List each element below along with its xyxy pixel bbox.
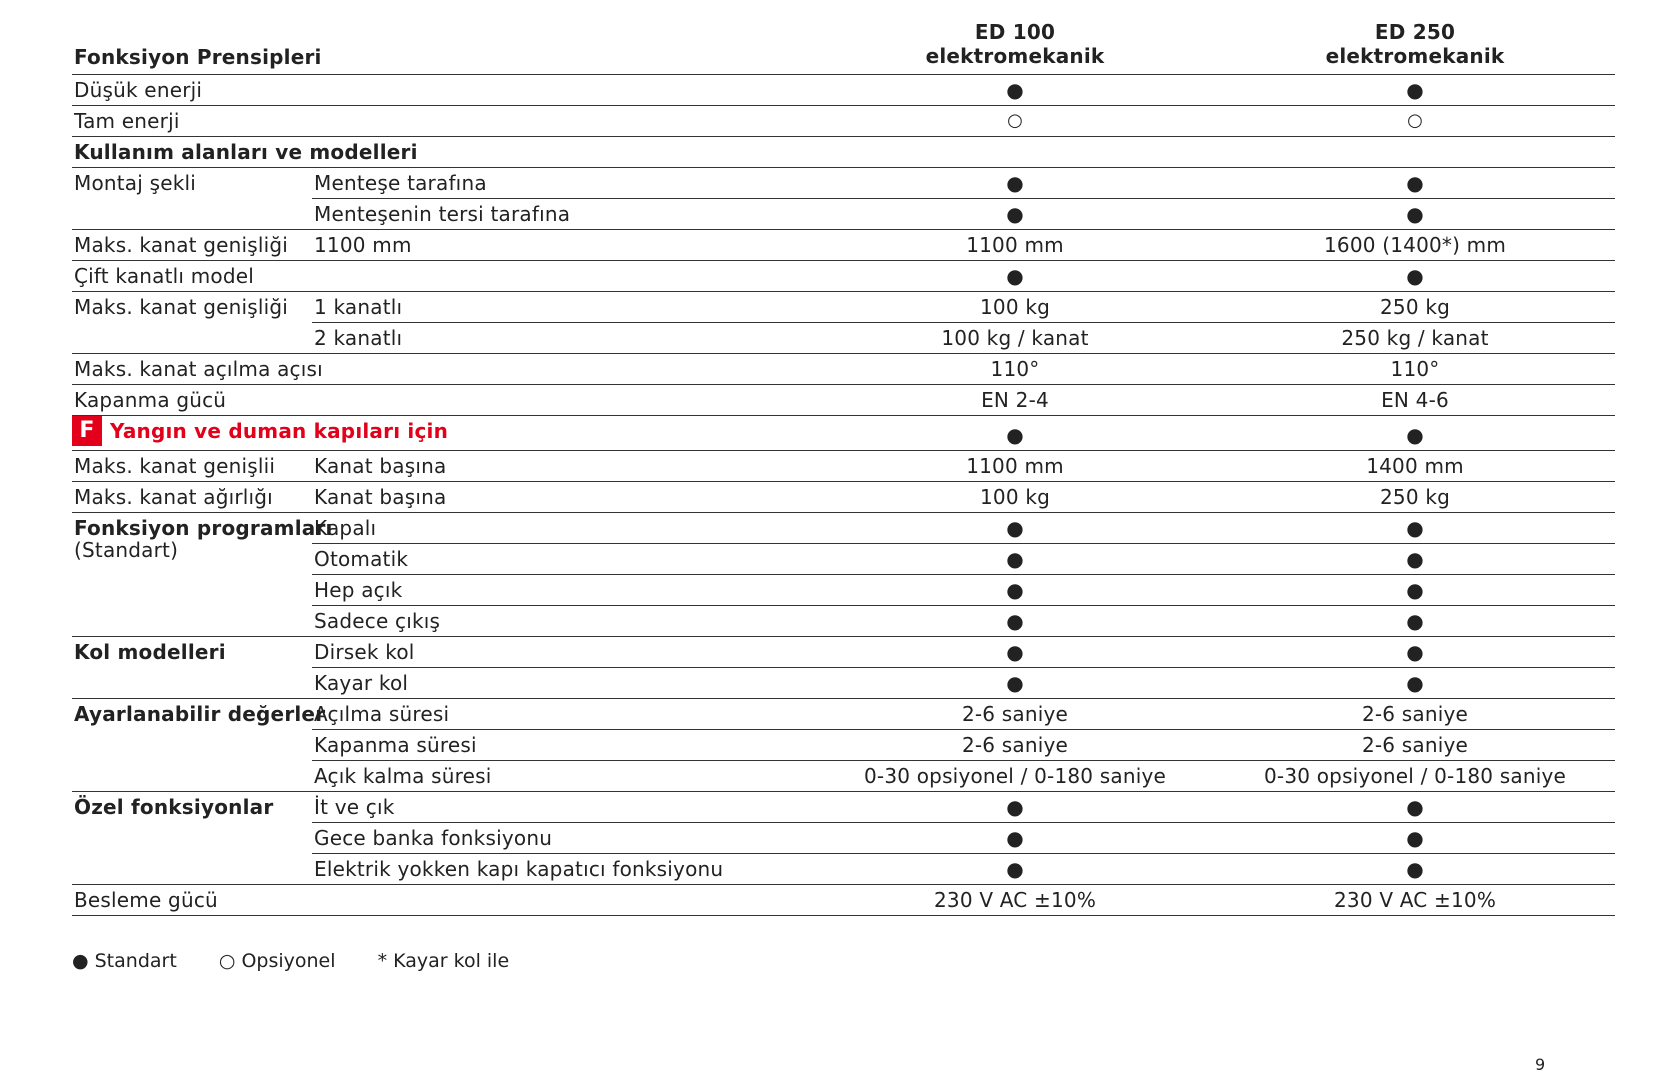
table-row bbox=[72, 105, 1615, 136]
value-ed250: ● bbox=[1215, 167, 1615, 198]
row-label: Tam enerji bbox=[72, 105, 815, 136]
value-ed250: 1600 (1400*) mm bbox=[1215, 229, 1615, 260]
row-label: Maks. kanat genişliği bbox=[72, 229, 312, 260]
value-ed100: 230 V AC ±10% bbox=[815, 884, 1215, 915]
value-ed250: 2-6 saniye bbox=[1215, 729, 1615, 760]
value-ed250: ● bbox=[1215, 260, 1615, 291]
row-sub-label: Kanat başına bbox=[312, 481, 815, 512]
section-heading: Kullanım alanları ve modelleri bbox=[72, 136, 1615, 167]
table-row bbox=[72, 384, 1615, 415]
row-sub-label: Sadece çıkış bbox=[312, 605, 815, 636]
row-sub-label: Kapanma süresi bbox=[312, 729, 815, 760]
value-ed250: ● bbox=[1215, 574, 1615, 605]
value-ed250: 250 kg bbox=[1215, 481, 1615, 512]
table-row bbox=[72, 291, 1615, 322]
value-ed250: ● bbox=[1215, 667, 1615, 698]
row-group-label: Montaj şekli bbox=[72, 167, 312, 229]
column-header-ed250 bbox=[1215, 18, 1615, 74]
row-sub-label: 1100 mm bbox=[312, 229, 815, 260]
table-row bbox=[72, 450, 1615, 481]
table-title: Fonksiyon Prensipleri bbox=[74, 44, 322, 69]
value-ed100: ● bbox=[815, 853, 1215, 884]
row-label: Maks. kanat genişlii bbox=[72, 450, 312, 481]
value-ed250: ● bbox=[1215, 543, 1615, 574]
row-group-label: Ayarlanabilir değerler bbox=[72, 698, 312, 791]
value-ed100: ● bbox=[815, 74, 1215, 105]
row-sub-label: İt ve çık bbox=[312, 791, 815, 822]
row-label: Çift kanatlı model bbox=[72, 260, 815, 291]
legend-standard: ● Standart bbox=[72, 950, 177, 972]
value-ed100: ● bbox=[815, 260, 1215, 291]
row-sub-label: Menteşenin tersi tarafına bbox=[312, 198, 815, 229]
value-ed250: ● bbox=[1215, 415, 1615, 450]
value-ed250: ● bbox=[1215, 791, 1615, 822]
table-row bbox=[72, 167, 1615, 198]
section-row bbox=[72, 136, 1615, 167]
fire-section-row bbox=[72, 415, 1615, 450]
value-ed100: 1100 mm bbox=[815, 450, 1215, 481]
fire-section-label bbox=[72, 415, 815, 450]
value-ed100: 0-30 opsiyonel / 0-180 saniye bbox=[815, 760, 1215, 791]
row-group-label bbox=[72, 512, 333, 636]
row-sub-label: Menteşe tarafına bbox=[312, 167, 815, 198]
value-ed100: 2-6 saniye bbox=[815, 729, 1215, 760]
value-ed100: ● bbox=[815, 543, 1215, 574]
fire-rated-icon: F bbox=[72, 416, 102, 446]
value-ed100: 100 kg / kanat bbox=[815, 322, 1215, 353]
spec-sheet bbox=[72, 18, 1615, 916]
row-label: Kapanma gücü bbox=[72, 384, 815, 415]
row-group-label: Maks. kanat genişliği bbox=[72, 291, 312, 353]
value-ed100: 100 kg bbox=[815, 481, 1215, 512]
row-sub-label: Kanat başına bbox=[312, 450, 815, 481]
value-ed100: ● bbox=[815, 791, 1215, 822]
value-ed100: ● bbox=[815, 415, 1215, 450]
row-sub-label: Açılma süresi bbox=[312, 698, 815, 729]
row-label: Besleme gücü bbox=[72, 884, 815, 915]
row-group-label: Kol modelleri bbox=[72, 636, 312, 698]
value-ed100: ● bbox=[815, 605, 1215, 636]
row-sub-label: Açık kalma süresi bbox=[312, 760, 815, 791]
table-row bbox=[72, 353, 1615, 384]
value-ed250: ● bbox=[1215, 822, 1615, 853]
table-row bbox=[72, 229, 1615, 260]
table-row bbox=[72, 512, 1615, 543]
programs-label: Fonksiyon programları bbox=[74, 515, 333, 540]
value-ed100: ○ bbox=[815, 105, 1215, 136]
value-ed100: 2-6 saniye bbox=[815, 698, 1215, 729]
table-row bbox=[72, 884, 1615, 915]
value-ed250: 0-30 opsiyonel / 0-180 saniye bbox=[1215, 760, 1615, 791]
row-group-label: Özel fonksiyonlar bbox=[72, 791, 312, 884]
row-label: Maks. kanat ağırlığı bbox=[72, 481, 312, 512]
legend-optional: ○ Opsiyonel bbox=[218, 950, 336, 972]
row-sub-label: Otomatik bbox=[312, 543, 815, 574]
value-ed250: 230 V AC ±10% bbox=[1215, 884, 1615, 915]
column-header-ed100 bbox=[815, 18, 1215, 74]
row-sub-label: Hep açık bbox=[312, 574, 815, 605]
value-ed100: ● bbox=[815, 167, 1215, 198]
legend-note: * Kayar kol ile bbox=[377, 950, 510, 972]
value-ed250: ● bbox=[1215, 605, 1615, 636]
value-ed100: 1100 mm bbox=[815, 229, 1215, 260]
table-row bbox=[72, 260, 1615, 291]
column-header-ed250-type: elektromekanik bbox=[1325, 43, 1505, 68]
column-header-ed100-model: ED 100 bbox=[974, 19, 1056, 44]
column-header-ed100-type: elektromekanik bbox=[925, 43, 1105, 68]
row-label: Düşük enerji bbox=[72, 74, 815, 105]
row-sub-label: Elektrik yokken kapı kapatıcı fonksiyonu bbox=[312, 853, 815, 884]
value-ed250: 2-6 saniye bbox=[1215, 698, 1615, 729]
value-ed250: ● bbox=[1215, 853, 1615, 884]
value-ed250: 1400 mm bbox=[1215, 450, 1615, 481]
table-row bbox=[72, 481, 1615, 512]
row-sub-label: Kayar kol bbox=[312, 667, 815, 698]
value-ed250: ● bbox=[1215, 198, 1615, 229]
table-row bbox=[72, 636, 1615, 667]
value-ed100: 100 kg bbox=[815, 291, 1215, 322]
column-header-ed250-model: ED 250 bbox=[1374, 19, 1456, 44]
row-sub-label: Dirsek kol bbox=[312, 636, 815, 667]
value-ed100: ● bbox=[815, 198, 1215, 229]
value-ed100: ● bbox=[815, 822, 1215, 853]
programs-sublabel: (Standart) bbox=[74, 537, 179, 562]
table-row bbox=[72, 791, 1615, 822]
value-ed100: ● bbox=[815, 512, 1215, 543]
table-header-row bbox=[72, 18, 1615, 74]
fire-section-text: Yangın ve duman kapıları için bbox=[110, 418, 449, 443]
spec-table bbox=[72, 18, 1615, 916]
value-ed100: ● bbox=[815, 667, 1215, 698]
value-ed250: ● bbox=[1215, 74, 1615, 105]
row-label: Maks. kanat açılma açısı bbox=[72, 353, 815, 384]
table-row bbox=[72, 74, 1615, 105]
value-ed250: ● bbox=[1215, 512, 1615, 543]
value-ed250: ○ bbox=[1215, 105, 1615, 136]
value-ed250: 250 kg bbox=[1215, 291, 1615, 322]
value-ed250: 110° bbox=[1215, 353, 1615, 384]
value-ed100: ● bbox=[815, 636, 1215, 667]
legend bbox=[72, 950, 545, 972]
value-ed100: ● bbox=[815, 574, 1215, 605]
row-sub-label: 2 kanatlı bbox=[312, 322, 815, 353]
row-sub-label: Gece banka fonksiyonu bbox=[312, 822, 815, 853]
page-number: 9 bbox=[1535, 1055, 1546, 1074]
value-ed250: ● bbox=[1215, 636, 1615, 667]
value-ed100: 110° bbox=[815, 353, 1215, 384]
value-ed250: EN 4-6 bbox=[1215, 384, 1615, 415]
value-ed100: EN 2-4 bbox=[815, 384, 1215, 415]
row-sub-label: Kapalı bbox=[312, 512, 815, 543]
value-ed250: 250 kg / kanat bbox=[1215, 322, 1615, 353]
table-row bbox=[72, 698, 1615, 729]
row-sub-label: 1 kanatlı bbox=[312, 291, 815, 322]
